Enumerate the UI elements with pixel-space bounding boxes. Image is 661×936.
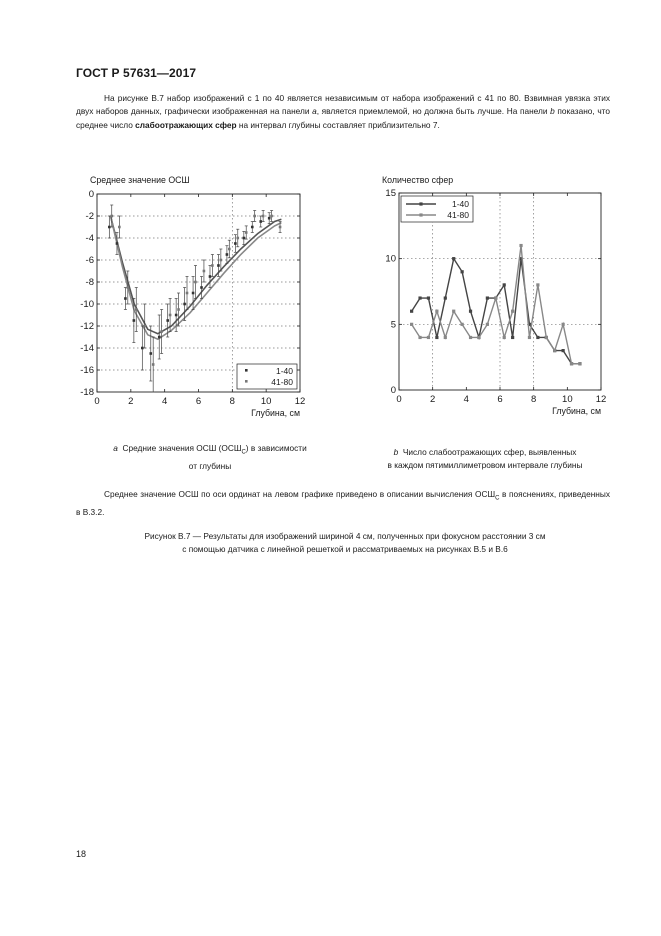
y-tick-label: -8: [85, 277, 94, 288]
x-tick-label: 0: [396, 394, 402, 405]
data-point: [226, 253, 229, 256]
note-text-1: Среднее значение ОСШ по оси ординат на левом графике приведено в описании вычисления ОСШ: [104, 489, 496, 499]
series-point: [503, 336, 506, 339]
data-point: [183, 303, 186, 306]
x-tick-label: 6: [497, 394, 503, 405]
note-paragraph: [76, 488, 610, 519]
snr-depth-chart: [70, 185, 320, 420]
intro-text-2: , является приемлемой, но должна быть лучше. На панели: [316, 106, 551, 117]
data-point: [253, 215, 256, 218]
right-chart-title: Количество сфер: [382, 175, 454, 185]
data-point: [194, 281, 197, 284]
data-point: [149, 352, 152, 355]
intro-italic-b: b: [550, 106, 555, 117]
data-point: [124, 297, 127, 300]
caption-a-text-3: от глубины: [188, 460, 232, 471]
data-point: [279, 226, 282, 229]
series-point: [536, 336, 539, 339]
series-point: [418, 336, 421, 339]
data-point: [268, 217, 271, 220]
data-point: [169, 314, 172, 317]
caption-a-letter: a: [113, 443, 118, 453]
data-point: [211, 264, 214, 267]
series-point: [511, 310, 514, 313]
data-point: [177, 308, 180, 311]
series-point: [427, 336, 430, 339]
data-point: [133, 319, 136, 322]
data-point: [262, 215, 265, 218]
x-tick-label: 10: [562, 394, 573, 405]
x-axis-label: Глубина, см: [552, 406, 601, 416]
x-tick-label: 8: [531, 394, 537, 405]
page-number: 18: [76, 849, 87, 859]
data-point: [127, 286, 130, 289]
data-point: [220, 259, 223, 262]
data-point: [245, 231, 248, 234]
data-point: [118, 226, 121, 229]
series-point: [452, 310, 455, 313]
data-point: [192, 292, 195, 295]
series-point: [519, 244, 522, 247]
series-point: [410, 323, 413, 326]
series-point: [461, 323, 464, 326]
legend-label-1: 1-40: [275, 366, 293, 376]
series-point: [477, 336, 480, 339]
legend-label-1: 1-40: [451, 199, 469, 209]
series-point: [435, 336, 438, 339]
series-point: [511, 336, 514, 339]
legend-marker-2: [419, 213, 422, 216]
x-tick-label: 12: [595, 394, 607, 405]
figure-caption-line1: Рисунок В.7 — Результаты для изображений шириной 4 см, полученных при фокусном расстоянии 3 см: [144, 531, 546, 541]
data-point: [228, 248, 231, 251]
series-point: [418, 296, 421, 299]
intro-text-1: На рисунке В.7 набор изображений с 1 по 40 является независимым от набора изображений с 41 по 80. Взвимная увязка этих двух наборов данных, графически изображенная на панели: [76, 93, 610, 117]
series-point: [410, 310, 413, 313]
note-text-2: в пояснениях, приведенных в В.3.2.: [76, 489, 610, 517]
x-tick-label: 2: [128, 396, 134, 407]
legend-marker-1: [245, 369, 248, 372]
data-point: [234, 242, 237, 245]
y-tick-label: -10: [80, 299, 94, 310]
series-point: [562, 323, 565, 326]
x-tick-label: 6: [195, 396, 202, 407]
series-point: [486, 296, 489, 299]
series-point: [503, 283, 506, 286]
data-point: [186, 292, 189, 295]
x-tick-label: 4: [463, 394, 469, 405]
intro-italic-a: a: [312, 106, 317, 117]
x-axis-label: Глубина, см: [251, 408, 300, 418]
legend-marker-1: [419, 202, 422, 205]
x-tick-label: 0: [94, 396, 100, 407]
intro-bold-term: слабоотражающих сфер: [135, 119, 237, 130]
series-point: [427, 296, 430, 299]
y-tick-label: 15: [385, 188, 396, 199]
data-point: [270, 215, 273, 218]
series-point: [570, 362, 573, 365]
legend-marker-2: [245, 380, 248, 383]
data-point: [116, 242, 119, 245]
series-point: [578, 362, 581, 365]
intro-text-4: на интервал глубины составляет приблизительно 7.: [236, 119, 440, 130]
data-point: [203, 270, 206, 273]
y-tick-label: -2: [85, 211, 94, 222]
data-point: [217, 264, 220, 267]
series-point: [486, 323, 489, 326]
y-tick-label: -18: [80, 387, 94, 398]
data-point: [251, 226, 254, 229]
sphere-count-chart: [360, 185, 620, 420]
series-point: [528, 336, 531, 339]
data-point: [166, 319, 169, 322]
data-point: [236, 237, 239, 240]
data-point: [200, 286, 203, 289]
figure-caption: [90, 530, 600, 556]
intro-text-3: показано, что среднее число: [76, 106, 610, 130]
caption-a-subscript: C: [241, 449, 246, 456]
x-tick-label: 2: [430, 394, 436, 405]
series-point: [461, 270, 464, 273]
data-point: [143, 325, 146, 328]
y-tick-label: -4: [85, 233, 94, 244]
series-point: [444, 296, 447, 299]
document-standard-code: ГОСТ Р 57631—2017: [76, 66, 197, 80]
caption-b-text-1: Число слабоотражающих сфер, выявленных: [402, 447, 577, 457]
y-tick-label: -14: [80, 343, 94, 354]
series-point: [494, 296, 497, 299]
y-tick-label: 5: [390, 319, 396, 331]
figure-caption-line2: с помощью датчика с линейной решеткой и рассматриваемых на рисунках В.5 и В.6: [182, 544, 508, 554]
data-point: [158, 336, 161, 339]
caption-b-letter: b: [393, 447, 399, 457]
series-line-2: [412, 246, 580, 364]
data-point: [160, 330, 163, 333]
legend-label-2: 41-80: [447, 210, 469, 220]
x-tick-label: 8: [229, 396, 235, 407]
series-point: [435, 310, 438, 313]
y-tick-label: -12: [80, 321, 94, 332]
y-tick-label: 0: [390, 385, 396, 396]
caption-a-text-2: ) в зависимости: [245, 443, 307, 453]
series-point: [469, 336, 472, 339]
x-tick-label: 10: [260, 396, 272, 407]
series-point: [536, 283, 539, 286]
caption-b-text-2: в каждом пятимиллиметровом интервале глубины: [387, 460, 583, 470]
data-point: [135, 308, 138, 311]
series-point: [545, 336, 548, 339]
intro-paragraph: [76, 92, 610, 132]
x-tick-label: 12: [294, 396, 306, 407]
data-point: [110, 215, 113, 218]
data-point: [152, 363, 155, 366]
y-tick-label: -16: [80, 365, 94, 376]
note-subscript: C: [495, 495, 500, 502]
caption-a-text-1: Средние значения ОСШ (ОСШ: [122, 443, 242, 453]
series-point: [452, 257, 455, 260]
left-chart-title: Среднее значение ОСШ: [90, 175, 190, 185]
y-tick-label: -6: [85, 255, 94, 266]
series-point: [469, 310, 472, 313]
caption-a: [80, 442, 340, 473]
series-point: [553, 349, 556, 352]
series-point: [444, 336, 447, 339]
x-tick-label: 4: [162, 396, 168, 407]
series-point: [562, 349, 565, 352]
legend-label-2: 41-80: [271, 377, 293, 387]
y-tick-label: 0: [88, 189, 94, 200]
data-point: [175, 314, 178, 317]
y-tick-label: 10: [385, 253, 396, 265]
caption-b: [350, 446, 620, 472]
